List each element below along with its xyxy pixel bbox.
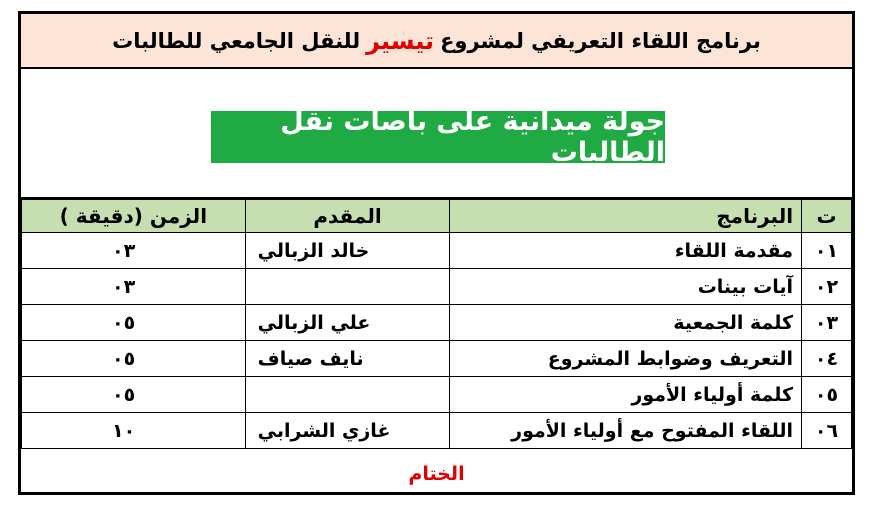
header-title-end: للنقل الجامعي للطالبات bbox=[112, 28, 361, 53]
row-program: كلمة أولياء الأمور bbox=[450, 377, 802, 413]
table-row bbox=[22, 413, 852, 449]
column-program-header: البرنامج bbox=[450, 200, 802, 233]
row-number: ٠٥ bbox=[802, 377, 852, 413]
row-number: ٠١ bbox=[802, 233, 852, 269]
table-header-row bbox=[22, 200, 852, 233]
table-row bbox=[22, 305, 852, 341]
field-tour-banner: جولة ميدانية على باصات نقل الطالبات bbox=[211, 111, 665, 163]
row-presenter bbox=[245, 269, 450, 305]
table-row bbox=[22, 233, 852, 269]
row-program: التعريف وضوابط المشروع bbox=[450, 341, 802, 377]
table-row bbox=[22, 341, 852, 377]
banner-section bbox=[21, 69, 852, 199]
program-table bbox=[21, 199, 852, 449]
row-time: ٠٥ bbox=[22, 341, 246, 377]
header-title-start: برنامج اللقاء التعريفي لمشروع bbox=[440, 28, 761, 53]
row-presenter: نايف صياف bbox=[245, 341, 450, 377]
row-time: ٠٥ bbox=[22, 377, 246, 413]
row-program: مقدمة اللقاء bbox=[450, 233, 802, 269]
row-number: ٠٦ bbox=[802, 413, 852, 449]
table-row bbox=[22, 377, 852, 413]
table-row bbox=[22, 269, 852, 305]
row-program: اللقاء المفتوح مع أولياء الأمور bbox=[450, 413, 802, 449]
row-presenter: علي الزبالي bbox=[245, 305, 450, 341]
row-time: ٠٣ bbox=[22, 269, 246, 305]
row-presenter: غازي الشرابي bbox=[245, 413, 450, 449]
sheet-header bbox=[21, 14, 852, 69]
row-time: ٠٥ bbox=[22, 305, 246, 341]
row-program: آيات بينات bbox=[450, 269, 802, 305]
row-number: ٠٢ bbox=[802, 269, 852, 305]
row-number: ٠٤ bbox=[802, 341, 852, 377]
row-time: ١٠ bbox=[22, 413, 246, 449]
row-presenter: خالد الزبالي bbox=[245, 233, 450, 269]
column-time-header: الزمن (دقيقة ) bbox=[22, 200, 246, 233]
column-presenter-header: المقدم bbox=[245, 200, 450, 233]
row-time: ٠٣ bbox=[22, 233, 246, 269]
row-number: ٠٣ bbox=[802, 305, 852, 341]
project-brand-name: تيسير bbox=[366, 26, 435, 55]
closing-label: الختام bbox=[408, 463, 465, 485]
row-presenter bbox=[245, 377, 450, 413]
column-number-header: ت bbox=[802, 200, 852, 233]
row-program: كلمة الجمعية bbox=[450, 305, 802, 341]
program-sheet bbox=[18, 11, 855, 495]
